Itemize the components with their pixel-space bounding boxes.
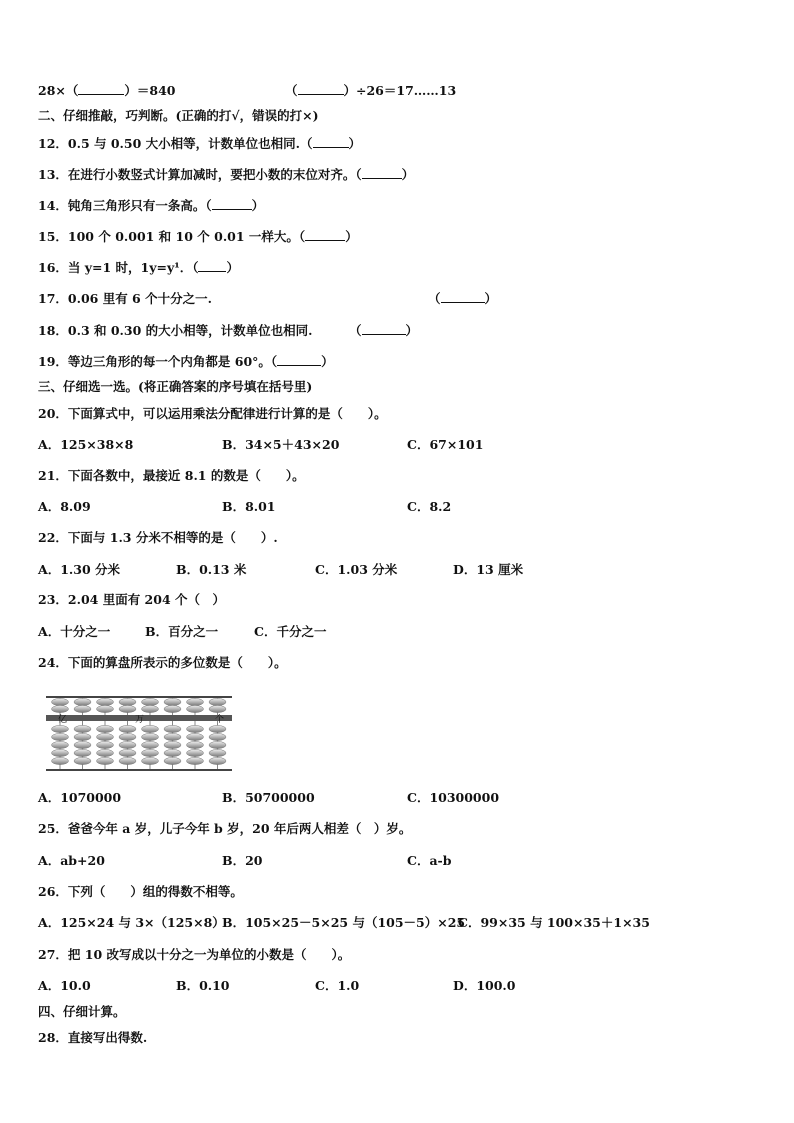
q26-option-a[interactable]: A．125×24 与 3×（125×8） xyxy=(38,915,225,930)
q27-option-b[interactable]: B．0.10 xyxy=(176,978,230,993)
question-text: 17．0.06 里有 6 个十分之一. xyxy=(38,291,212,306)
q22-option-d[interactable]: D．13 厘米 xyxy=(453,562,524,577)
abacus-bead xyxy=(187,733,204,740)
abacus-bead xyxy=(209,757,226,764)
abacus-label-yi: 亿 xyxy=(58,715,68,725)
abacus-bead xyxy=(164,749,181,756)
question-text: 13．在进行小数竖式计算加减时，要把小数的末位对齐。（ xyxy=(38,167,362,182)
abacus-bead xyxy=(97,749,114,756)
abacus-bead xyxy=(209,698,226,705)
abacus-bead xyxy=(164,705,181,712)
question-22: 22．下面与 1.3 分米不相等的是（ ）. xyxy=(38,530,278,545)
top-right-equation xyxy=(285,83,456,99)
q23-option-a[interactable]: A．十分之一 xyxy=(38,624,111,639)
question-text: 14．钝角三角形只有一条高。（ xyxy=(38,198,212,213)
question-27: 27．把 10 改写成以十分之一为单位的小数是（ ）。 xyxy=(38,947,351,962)
section-3-heading: 三、仔细选一选。(将正确答案的序号填在括号里) xyxy=(38,379,313,394)
abacus-label-wan: 万 xyxy=(135,715,145,725)
question-text: 18．0.3 和 0.30 的大小相等，计数单位也相同. xyxy=(38,323,313,338)
q20-option-c[interactable]: C．67×101 xyxy=(407,437,484,452)
answer-blank[interactable] xyxy=(441,291,485,303)
paren: ） xyxy=(345,229,358,244)
question-15 xyxy=(38,229,358,245)
paren: ） xyxy=(484,291,498,306)
abacus-bead xyxy=(74,749,91,756)
abacus-bead xyxy=(119,757,136,764)
top-left-equation xyxy=(38,83,175,99)
abacus-figure xyxy=(44,695,234,771)
question-text: 12．0.5 与 0.50 大小相等，计数单位也相同.（ xyxy=(38,136,313,151)
abacus-bead xyxy=(97,705,114,712)
abacus-label-ge: 个 xyxy=(215,715,225,725)
q22-option-b[interactable]: B．0.13 米 xyxy=(176,562,247,577)
q24-option-c[interactable]: C．10300000 xyxy=(407,790,500,805)
abacus-bead xyxy=(52,757,69,764)
question-23: 23．2.04 里面有 204 个（ ） xyxy=(38,592,225,607)
question-12 xyxy=(38,136,361,152)
text: 28×（ xyxy=(38,83,79,98)
abacus-bead xyxy=(74,733,91,740)
abacus-bead xyxy=(119,725,136,732)
question-text: 19．等边三角形的每一个内角都是 60°。（ xyxy=(38,354,278,369)
abacus-bead xyxy=(52,741,69,748)
abacus-bead xyxy=(187,741,204,748)
abacus-bead xyxy=(119,749,136,756)
abacus-bead xyxy=(187,698,204,705)
abacus-bead xyxy=(142,698,159,705)
paren: ） xyxy=(405,323,419,338)
question-26: 26．下列（ ）组的得数不相等。 xyxy=(38,884,243,899)
question-18-paren xyxy=(349,323,418,339)
abacus-bead xyxy=(142,757,159,764)
abacus-bead xyxy=(187,705,204,712)
abacus-bead xyxy=(164,698,181,705)
q22-option-a[interactable]: A．1.30 分米 xyxy=(38,562,120,577)
abacus-bead xyxy=(209,733,226,740)
question-25: 25．爸爸今年 a 岁，儿子今年 b 岁，20 年后两人相差（ ）岁。 xyxy=(38,821,412,836)
question-17 xyxy=(38,291,212,307)
abacus-bead xyxy=(52,725,69,732)
q21-option-b[interactable]: B．8.01 xyxy=(222,499,276,514)
answer-blank[interactable] xyxy=(277,354,321,366)
answer-blank[interactable] xyxy=(298,83,344,95)
section-2-heading: 二、仔细推敲，巧判断。(正确的打√，错误的打×) xyxy=(38,108,319,123)
q25-option-c[interactable]: C．a-b xyxy=(407,853,452,868)
abacus-bead xyxy=(187,757,204,764)
answer-blank[interactable] xyxy=(313,136,349,148)
abacus-bead xyxy=(52,705,69,712)
q27-option-d[interactable]: D．100.0 xyxy=(453,978,516,993)
question-28: 28．直接写出得数. xyxy=(38,1030,148,1045)
q27-option-c[interactable]: C．1.0 xyxy=(315,978,360,993)
abacus-bead xyxy=(74,698,91,705)
paren: （ xyxy=(349,323,362,338)
abacus-bead xyxy=(164,741,181,748)
paren: （ xyxy=(428,291,441,306)
text: ）÷26＝17……13 xyxy=(343,83,457,98)
q24-option-b[interactable]: B．50700000 xyxy=(222,790,315,805)
abacus-bead xyxy=(187,725,204,732)
q21-option-c[interactable]: C．8.2 xyxy=(407,499,452,514)
paren: ） xyxy=(321,354,334,369)
abacus-bead xyxy=(119,733,136,740)
paren: ） xyxy=(251,198,265,213)
abacus-bead xyxy=(142,725,159,732)
abacus-bead xyxy=(164,757,181,764)
answer-blank[interactable] xyxy=(305,229,345,241)
abacus-bead xyxy=(74,705,91,712)
abacus-bead xyxy=(97,757,114,764)
question-18 xyxy=(38,323,313,339)
abacus-bead xyxy=(164,725,181,732)
abacus-bead xyxy=(142,705,159,712)
abacus-bead xyxy=(209,705,226,712)
abacus-bead xyxy=(119,705,136,712)
question-21: 21．下面各数中，最接近 8.1 的数是（ ）。 xyxy=(38,468,305,483)
answer-blank[interactable] xyxy=(78,83,124,95)
abacus-bead xyxy=(52,733,69,740)
q24-option-a[interactable]: A．1070000 xyxy=(38,790,122,805)
q27-option-a[interactable]: A．10.0 xyxy=(38,978,91,993)
answer-blank[interactable] xyxy=(198,260,226,272)
abacus-bead xyxy=(74,725,91,732)
text: ）＝840 xyxy=(124,83,176,98)
question-24: 24．下面的算盘所表示的多位数是（ ）。 xyxy=(38,655,287,670)
abacus-bead xyxy=(97,741,114,748)
abacus-bead xyxy=(97,733,114,740)
section-4-heading: 四、仔细计算。 xyxy=(38,1004,126,1019)
answer-blank[interactable] xyxy=(362,167,402,179)
abacus-bead xyxy=(209,741,226,748)
answer-blank[interactable] xyxy=(212,198,252,210)
abacus-bead xyxy=(142,741,159,748)
question-16 xyxy=(38,260,239,276)
abacus-bead xyxy=(209,749,226,756)
q22-option-c[interactable]: C．1.03 分米 xyxy=(315,562,398,577)
q20-option-b[interactable]: B．34×5＋43×20 xyxy=(222,437,340,452)
question-20: 20．下面算式中，可以运用乘法分配律进行计算的是（ ）。 xyxy=(38,406,387,421)
abacus-bead xyxy=(142,749,159,756)
abacus-bead xyxy=(119,698,136,705)
q23-option-c[interactable]: C．千分之一 xyxy=(254,624,327,639)
abacus-bead xyxy=(74,757,91,764)
paren: ） xyxy=(401,167,415,182)
abacus-bead xyxy=(97,698,114,705)
question-19 xyxy=(38,354,334,370)
q25-option-a[interactable]: A．ab+20 xyxy=(38,853,105,868)
abacus-bead xyxy=(119,741,136,748)
question-text: 16．当 y=1 时，1y=y¹．（ xyxy=(38,260,199,275)
abacus-drawing xyxy=(44,695,234,771)
abacus-bead xyxy=(74,741,91,748)
question-text: 15．100 个 0.001 和 10 个 0.01 一样大。（ xyxy=(38,229,306,244)
q26-option-c[interactable]: C．99×35 与 100×35＋1×35 xyxy=(458,915,650,930)
q26-option-b[interactable]: B．105×25－5×25 与（105－5）×25 xyxy=(222,915,466,930)
question-14 xyxy=(38,198,264,214)
question-17-paren xyxy=(428,291,497,307)
paren: ） xyxy=(226,260,239,275)
q20-option-a[interactable]: A．125×38×8 xyxy=(38,437,134,452)
abacus-bead xyxy=(52,749,69,756)
q21-option-a[interactable]: A．8.09 xyxy=(38,499,91,514)
abacus-bead xyxy=(97,725,114,732)
abacus-bead xyxy=(52,698,69,705)
text: （ xyxy=(285,83,298,98)
question-13 xyxy=(38,167,414,183)
abacus-bead xyxy=(209,725,226,732)
paren: ） xyxy=(348,136,362,151)
abacus-bead xyxy=(187,749,204,756)
abacus-bead xyxy=(142,733,159,740)
abacus-bead xyxy=(164,733,181,740)
q25-option-b[interactable]: B．20 xyxy=(222,853,263,868)
answer-blank[interactable] xyxy=(362,323,406,335)
q23-option-b[interactable]: B．百分之一 xyxy=(145,624,219,639)
